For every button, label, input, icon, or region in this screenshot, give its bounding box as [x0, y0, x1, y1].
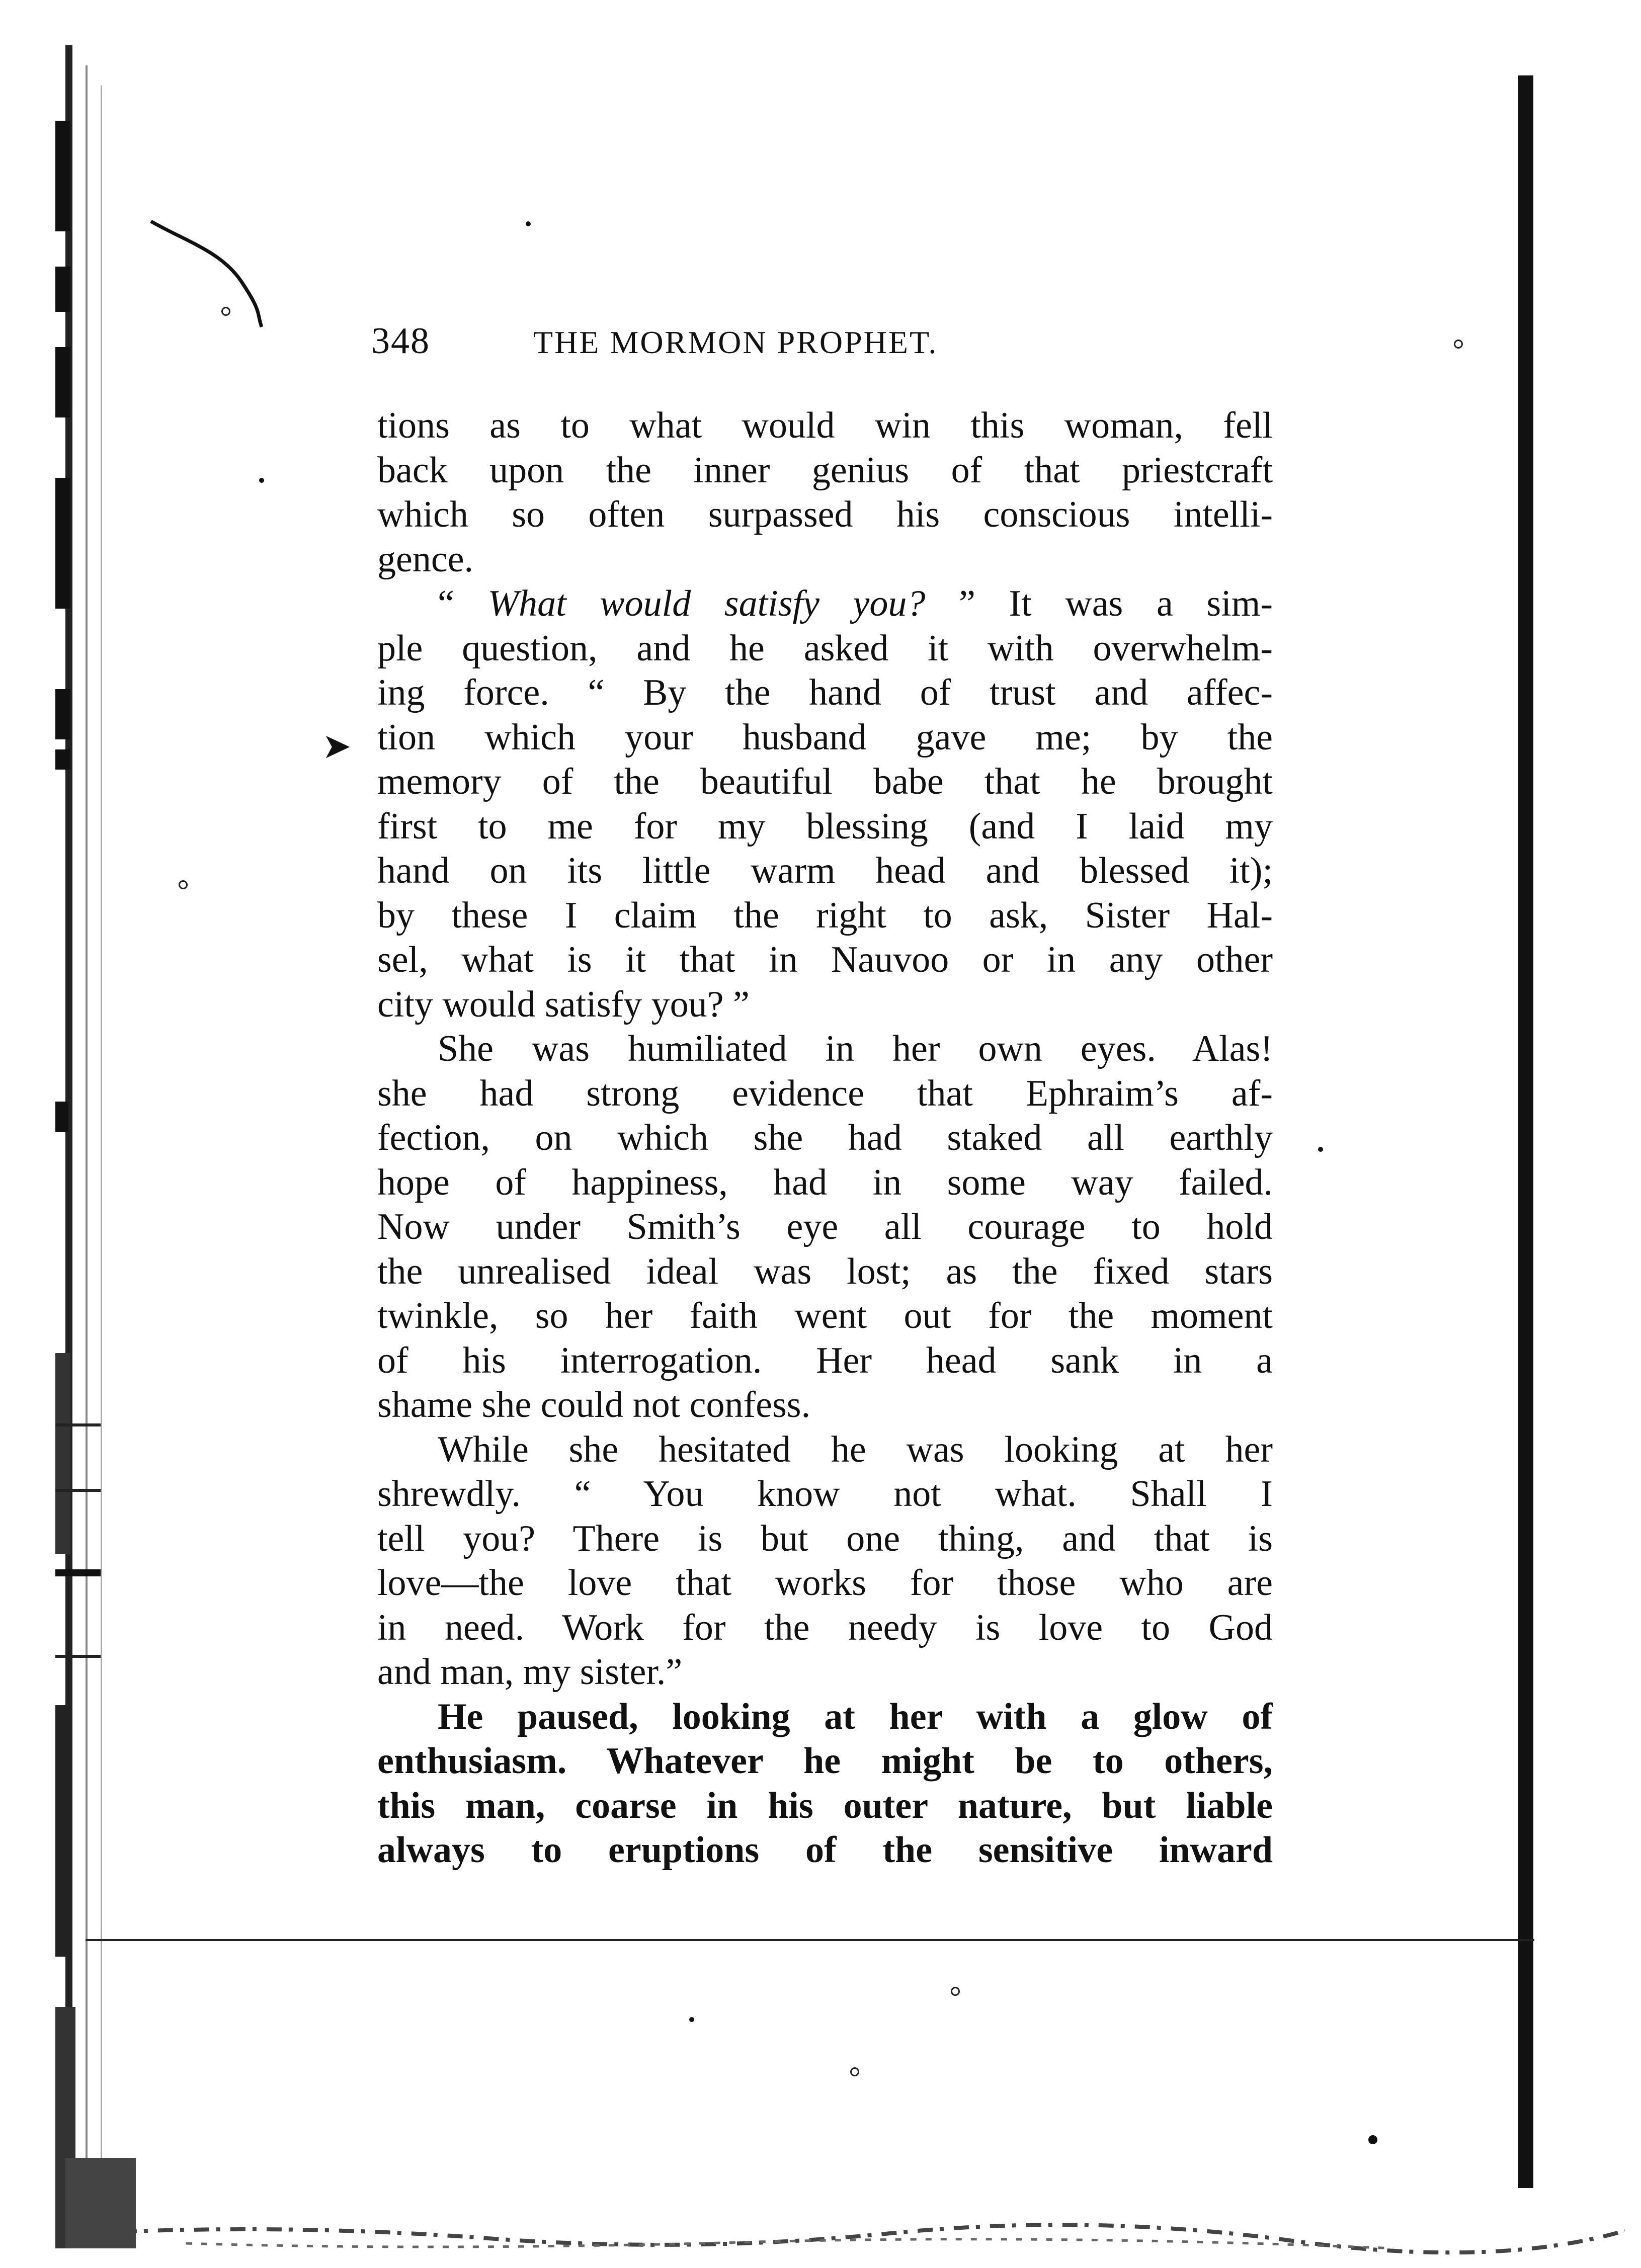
text-line: she had strong evidence that Ephraim’s af- — [377, 1072, 1273, 1114]
body-text — [377, 403, 1273, 1873]
bottom-rule — [86, 1939, 1534, 1941]
text-line: first to me for my blessing (and I laid my — [377, 805, 1273, 847]
text-line: by these I claim the right to ask, Sister Hal- — [377, 894, 1273, 936]
text-line: While she hesitated he was looking at her — [438, 1429, 1273, 1470]
text-line: sel, what is it that in Nauvoo or in any other — [377, 939, 1273, 980]
text-line-with-italic: “ What would satisfy you? ” It was a sim- — [438, 583, 1273, 624]
text-line: in need. Work for the needy is love to God — [377, 1607, 1273, 1648]
text-line: tion which your husband gave me; by the — [377, 716, 1273, 758]
speck-ring — [951, 1987, 960, 1996]
text-line: the unrealised ideal was lost; as the fixed stars — [377, 1250, 1273, 1292]
text-line: twinkle, so her faith went out for the moment — [377, 1295, 1273, 1336]
text-line: Now under Smith’s eye all courage to hold — [377, 1206, 1273, 1247]
text-line: this man, coarse in his outer nature, but liable — [377, 1785, 1273, 1826]
text-line: hand on its little warm head and blessed it); — [377, 850, 1273, 891]
running-title: THE MORMON PROPHET. — [533, 324, 938, 360]
speck — [1318, 1147, 1323, 1152]
text-line: gence. — [377, 538, 474, 580]
speck — [259, 478, 264, 483]
text-line: fection, on which she had staked all earthly — [377, 1117, 1273, 1158]
speck-ring — [1454, 340, 1463, 349]
speck-ring — [221, 307, 230, 316]
italic-question: What would satisfy you? — [487, 583, 926, 624]
text-line: hope of happiness, had in some way failed. — [377, 1161, 1273, 1203]
text-line: city would satisfy you? ” — [377, 983, 750, 1025]
text-line: He paused, looking at her with a glow of — [438, 1696, 1273, 1737]
text-line: and man, my sister.” — [377, 1651, 683, 1693]
page-header — [362, 317, 1268, 372]
page-number: 348 — [371, 320, 430, 362]
text-line: ing force. “ By the hand of trust and affec- — [377, 672, 1273, 713]
text-line: memory of the beautiful babe that he brought — [377, 761, 1273, 802]
text-line: which so often surpassed his conscious intelli- — [377, 494, 1273, 535]
bottom-scan-noise — [86, 2203, 1625, 2258]
text-line: ple question, and he asked it with overwhelm- — [377, 627, 1273, 669]
text-line: of his interrogation. Her head sank in a — [377, 1339, 1273, 1381]
speck — [526, 221, 531, 226]
text-line: back upon the inner genius of that priestcraft — [377, 449, 1273, 491]
text-line: tell you? There is but one thing, and that is — [377, 1518, 1273, 1559]
text-line: love—the love that works for those who are — [377, 1562, 1273, 1604]
text-line: enthusiasm. Whatever he might be to others, — [377, 1740, 1273, 1782]
speck-ring — [850, 2067, 859, 2076]
text-line: shame she could not confess. — [377, 1384, 811, 1425]
margin-arrow-mark: ➤ — [322, 727, 352, 766]
right-page-edge — [1518, 75, 1533, 2188]
speck — [1368, 2135, 1377, 2144]
speck — [689, 2017, 694, 2022]
text-line: tions as to what would win this woman, fell — [377, 405, 1273, 446]
speck-ring — [179, 880, 188, 889]
text-line: shrewdly. “ You know not what. Shall I — [377, 1473, 1273, 1515]
text-line: She was humiliated in her own eyes. Alas! — [438, 1028, 1273, 1069]
left-binding-edge — [55, 45, 136, 2248]
text-line: always to eruptions of the sensitive inward — [377, 1829, 1273, 1871]
stray-pen-stroke — [146, 211, 277, 332]
